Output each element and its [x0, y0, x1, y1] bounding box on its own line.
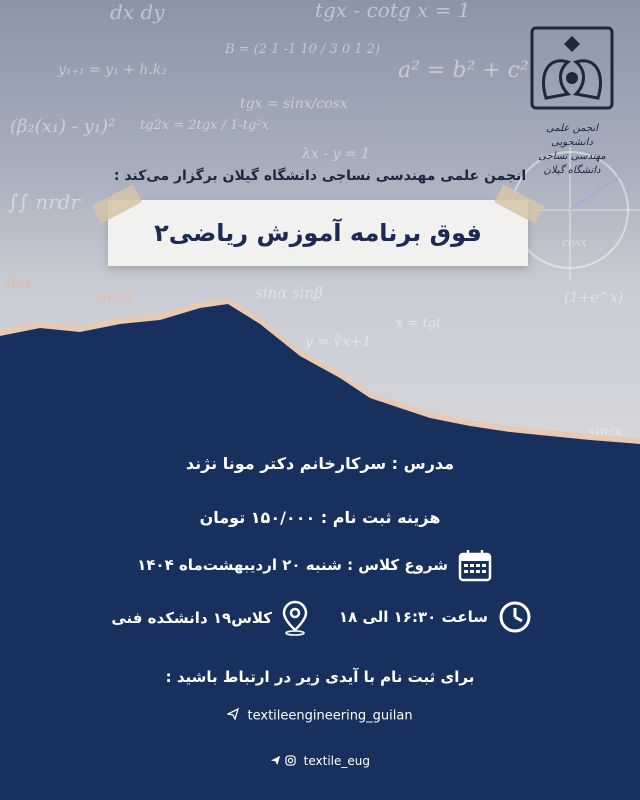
formula: ∫∫ nrdr [8, 190, 81, 214]
formula: tg2x = 2tgx / 1-tg²x [140, 118, 269, 133]
logo-emblem-icon [528, 22, 616, 112]
intro-text: انجمن علمی مهندسی نساجی دانشگاه گیلان برگزار می‌کند : [113, 168, 527, 184]
formula: dx dy [110, 0, 165, 24]
formula: (β₂(x₁) - y₁)² [10, 116, 116, 137]
formula: sinα sinβ [255, 284, 323, 302]
start-date-text: شروع کلاس : شنبه ۲۰ اردیبهشت‌ماه ۱۴۰۴ [137, 556, 448, 574]
formula: B = (2 1 -1 10 / 3 0 1 2) [225, 42, 381, 57]
location-text: کلاس۱۹ دانشکده فنی [111, 609, 272, 627]
formula: tgx - cotg x = 1 [315, 0, 471, 22]
formula: sin2x [96, 290, 134, 306]
start-date-row [137, 548, 492, 582]
telegram-icon [227, 708, 239, 724]
instructor-text: مدرس : سرکارخانم دکتر مونا نژند [185, 454, 455, 473]
telegram-icon [270, 755, 281, 769]
time-text: ساعت ۱۶:۳۰ الی ۱۸ [338, 608, 488, 626]
formula: x = tgt [396, 316, 442, 331]
formula: y = ∛x+1 [305, 334, 371, 350]
fee-text: هزینه ثبت نام : ۱۵۰/۰۰۰ تومان [199, 508, 441, 527]
telegram-contact[interactable] [0, 708, 640, 724]
banner-title: فوق برنامه آموزش ریاضی۲ [154, 219, 482, 247]
formula: λx - y = 1 [302, 146, 370, 162]
time-row [339, 600, 532, 634]
association-logo [528, 22, 616, 176]
title-banner [108, 200, 528, 266]
logo-text-line2: مهندسی نساجی دانشگاه گیلان [538, 151, 606, 176]
clock-icon [498, 600, 532, 634]
formula: y₁₊₁ = y₁ + h.k₂ [58, 62, 167, 78]
instagram-icon [285, 755, 296, 769]
location-pin-icon [282, 600, 308, 636]
formula: (1+e^x) [564, 290, 624, 306]
formula: cosx [562, 236, 587, 249]
social-contact[interactable] [0, 754, 640, 769]
register-prompt: برای ثبت نام با آیدی زیر در ارتباط باشید : [165, 668, 475, 686]
formula: tgx = sinx/cosx [240, 96, 348, 112]
social-handle[interactable]: textile_eug [303, 754, 370, 768]
formula: sinx [4, 276, 33, 292]
telegram-id[interactable]: textileengineering_guilan [247, 708, 413, 724]
logo-text-line1: انجمن علمی دانشجویی [546, 123, 598, 148]
calendar-icon [458, 548, 492, 582]
formula: a² = b² + c² [398, 58, 529, 83]
location-row [111, 600, 308, 636]
formula: sin²x [588, 424, 623, 440]
